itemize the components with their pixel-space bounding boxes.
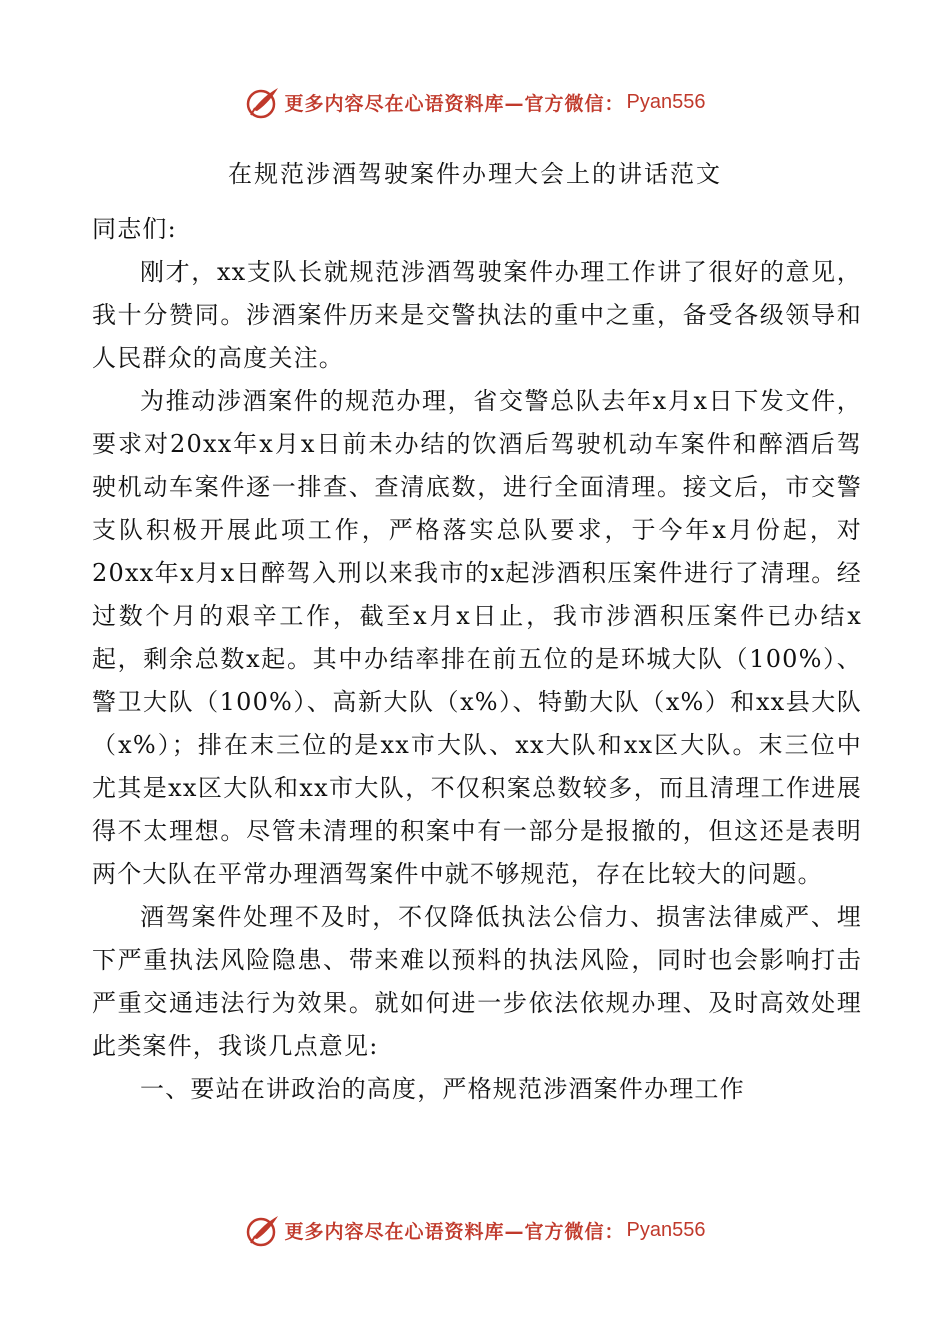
- document-title: 在规范涉酒驾驶案件办理大会上的讲话范文: [228, 160, 722, 188]
- section-heading: 一、要站在讲政治的高度，严格规范涉酒案件办理工作: [140, 1075, 745, 1103]
- quill-logo-icon: [245, 1212, 281, 1248]
- watermark-wechat-id: Pyan556: [626, 90, 706, 113]
- salutation: 同志们:: [92, 215, 177, 243]
- paragraph: 为推动涉酒案件的规范办理，省交警总队去年x月x日下发文件，要求对20xx年x月x日前未办结的饮酒后驾驶机动车案件和醉酒后驾驶机动车案件逐一排查、查清底数，进行全面清理。接文后，市交警支队积极开展此项工作，严格落实总队要求，于今年x月份起，对20xx年x月x日醉驾入刑以来我市的x起涉酒积压案件进行了清理。经过数个月的艰辛工作，截至x月x日止，我市涉酒积压案件已办结x起，剩余总数x起。其中办结率排在前五位的是环城大队（100%）、警卫大队（100%）、高新大队（x%）、特勤大队（x%）和xx县大队（x%）；排在末三位的是xx市大队、xx大队和xx区大队。末三位中尤其是xx区大队和xx市大队，不仅积案总数较多，而且清理工作进展得不太理想。尽管未清理的积案中有一部分是报撤的，但这还是表明两个大队在平常办理酒驾案件中就不够规范，存在比较大的问题。: [92, 387, 862, 888]
- header-watermark: [0, 82, 950, 122]
- watermark-wechat-id: Pyan556: [626, 1218, 706, 1241]
- document-body: [92, 208, 862, 1111]
- paragraph: 酒驾案件处理不及时，不仅降低执法公信力、损害法律威严、埋下严重执法风险隐患、带来难以预料的执法风险，同时也会影响打击严重交通违法行为效果。就如何进一步依法依规办理、及时高效处理此类案件，我谈几点意见:: [92, 903, 862, 1060]
- watermark-text: 更多内容尽在心语资料库—官方微信：: [284, 92, 625, 115]
- quill-logo-icon: [245, 84, 281, 120]
- footer-watermark: [0, 1210, 950, 1250]
- watermark-text: 更多内容尽在心语资料库—官方微信：: [284, 1220, 625, 1243]
- paragraph: 刚才，xx支队长就规范涉酒驾驶案件办理工作讲了很好的意见，我十分赞同。涉酒案件历来是交警执法的重中之重，备受各级领导和人民群众的高度关注。: [92, 258, 862, 372]
